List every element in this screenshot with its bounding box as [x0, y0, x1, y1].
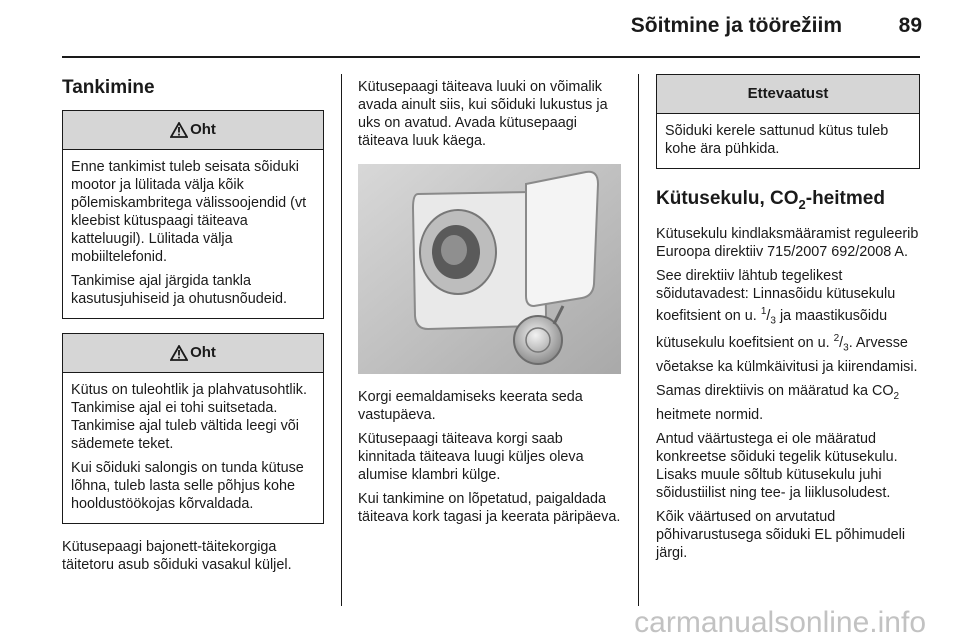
subscript: 2	[893, 391, 900, 403]
section-title-fuel-consumption	[656, 187, 920, 217]
fraction-numerator: 1	[760, 305, 767, 317]
column-2	[358, 72, 621, 532]
body-paragraph: Kütusepaagi täiteava korgi saab kinnitada täiteava luugi küljes oleva alumise klambri külge.	[358, 431, 584, 483]
caution-box-header: Ettevaatust	[657, 75, 919, 114]
warning-box-header	[63, 334, 323, 373]
body-paragraph: Antud väärtustega ei ole määratud konkreetse sõiduki tegelik kütusekulu. Lisaks muule sõltub kütusekulu juhi sõidustiilist ning tee- ja liiklusoludest.	[656, 431, 898, 502]
fraction-denominator: 3	[843, 343, 849, 355]
fuel-filler-illustration	[358, 164, 621, 374]
column-3	[656, 72, 920, 568]
body-paragraph	[656, 382, 920, 424]
fuel-filler-photo	[358, 164, 621, 374]
fraction-numerator: 2	[833, 333, 840, 345]
warning-box-1	[62, 110, 324, 319]
warning-box-header	[63, 111, 323, 150]
warning-text: Tankimise ajal järgida tankla kasutusjuhiseid ja ohutusnõudeid.	[71, 273, 288, 307]
text-run: Samas direktiivis on määratud ka CO	[656, 383, 894, 400]
warning-text: Kui sõiduki salongis on tunda kütuse lõhna, tuleb lasta selle põhjus kohe hooldustöökojas kõrvaldada.	[71, 460, 304, 512]
body-paragraph: Korgi eemaldamiseks keerata seda vastupäeva.	[358, 389, 583, 423]
header-title: Sõitmine ja töörežiim	[630, 14, 842, 37]
body-paragraph: See direktiiv lähtub tegelikest sõidutavadest: Linnasõidu kütusekulu koefitsient on u. $^1/_3$ ja maastikusõidu kütusekulu koefitsient on u. $^2/_3$. Arvesse võetakse ka külmkäivitusi ja kiirendamisi.	[656, 267, 918, 376]
caution-box	[656, 74, 920, 169]
header-rule	[62, 56, 920, 58]
watermark: carmanualsonline.info	[634, 606, 926, 639]
text-run: . Arvesse võetakse ka külmkäivitusi ja kiirendamisi.	[656, 335, 918, 376]
heading-subscript: 2	[798, 196, 806, 212]
fraction-denominator: 3	[770, 315, 776, 327]
body-paragraph: Kõik väärtused on arvutatud põhivarustusega sõiduki EL põhimudeli järgi.	[656, 509, 906, 562]
text-run: ja maastikusõidu kütusekulu koefitsient on u.	[656, 307, 888, 352]
text-run: See direktiiv lähtub tegelikest sõidutavadest: Linnasõidu kütusekulu koefitsient on u.	[656, 267, 896, 324]
warning-box-2	[62, 333, 324, 524]
text-run: heitmete normid.	[656, 407, 764, 424]
warning-triangle-icon	[170, 345, 188, 361]
body-paragraph: Kütusepaagi täiteava luuki on võimalik avada ainult siis, kui sõiduki lukustus ja uks on avatud. Avada kütusepaagi täiteava luuk käega.	[358, 79, 608, 149]
page-number: 89	[898, 14, 922, 37]
warning-text: Kütus on tuleohtlik ja plahvatusohtlik. Tankimise ajal ei tohi suitsetada. Tankimise ajal tuleb vältida leegi või sädemete teket.	[71, 382, 307, 452]
body-paragraph: Kui tankimine on lõpetatud, paigaldada täiteava kork tagasi ja keerata päripäeva.	[358, 491, 621, 525]
column-divider-1	[341, 74, 342, 606]
heading-part: -heitmed	[805, 188, 885, 209]
body-paragraph: Kütusekulu kindlaksmääramist reguleerib Euroopa direktiiv 715/2007 692/2008 A.	[656, 225, 919, 260]
caution-text: Sõiduki kerele sattunud kütus tuleb kohe ära pühkida.	[665, 123, 889, 157]
warning-triangle-icon	[170, 122, 188, 138]
column-divider-2	[638, 74, 639, 606]
section-title-tankimine: Tankimine	[62, 77, 155, 98]
body-paragraph: Kütusepaagi bajonett-täitekorgiga täitetoru asub sõiduki vasakul küljel.	[62, 539, 292, 573]
heading-part: Kütusekulu, CO	[656, 188, 799, 209]
column-1	[62, 72, 324, 580]
warning-title: Oht	[190, 121, 216, 138]
warning-text: Enne tankimist tuleb seisata sõiduki mootor ja lülitada välja kõik põlemiskambritega välissoojendid (vt kleebist kütuspaagi täiteava katteluugil). Lülitada välja mobiiltelefonid.	[71, 159, 307, 265]
warning-title: Oht	[190, 344, 216, 361]
